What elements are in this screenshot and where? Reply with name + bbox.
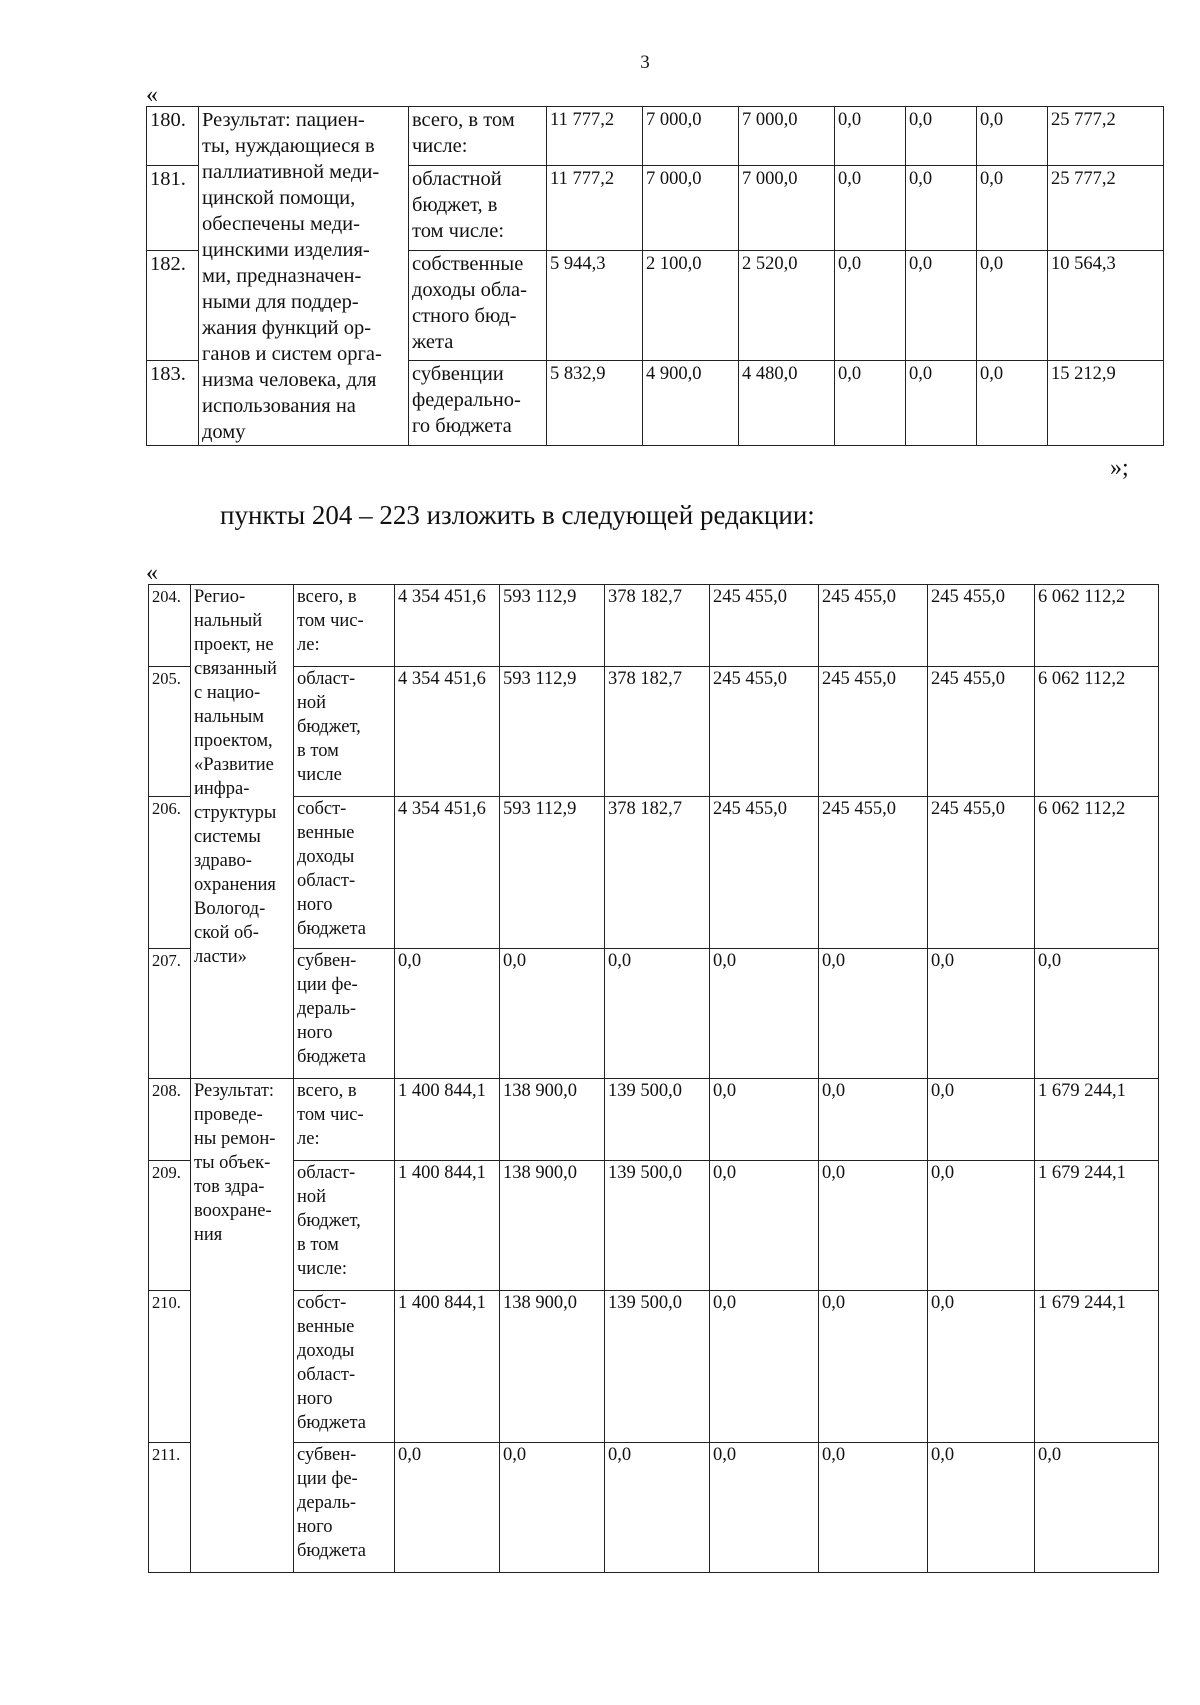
row-number: 183. [147, 361, 199, 446]
year-value: 378 182,7 [605, 667, 710, 797]
year-value: 245 455,0 [819, 667, 928, 797]
year-value: 0,0 [819, 1079, 928, 1161]
year-value: 245 455,0 [819, 585, 928, 667]
year-value: 0,0 [928, 1291, 1035, 1443]
closing-quote: »; [1110, 455, 1129, 481]
table-row [147, 107, 1164, 166]
funding-source: субвенции федерально- го бюджета [409, 361, 547, 446]
funding-source: областной бюджет, в том числе: [409, 166, 547, 250]
result-description: Результат: пациен- ты, нуждающиеся в паллиативной меди- цинской помощи, обеспечены меди- цинскими изделия- ми, предназначен- ными для поддер- жания функций ор- ганов и систем орга- низма человека, для использования на дому [199, 107, 409, 446]
year-value: 0,0 [710, 1079, 819, 1161]
year-value: 0,0 [710, 949, 819, 1079]
result-description: Результат: проведе- ны ремон- ты объек- тов здра- воохране- ния [191, 1079, 294, 1573]
row-number: 181. [147, 166, 199, 250]
total-value: 1 679 244,1 [1035, 1291, 1159, 1443]
year-value: 1 400 844,1 [395, 1161, 500, 1291]
year-value: 0,0 [977, 107, 1048, 166]
section-heading: пункты 204 – 223 изложить в следующей редакции: [220, 500, 815, 530]
total-value: 1 679 244,1 [1035, 1079, 1159, 1161]
year-value: 0,0 [605, 949, 710, 1079]
funding-source: всего, в том чис- ле: [294, 585, 395, 667]
table-row [149, 585, 1159, 667]
year-value: 0,0 [977, 361, 1048, 446]
table-row [149, 667, 1159, 797]
year-value: 138 900,0 [500, 1161, 605, 1291]
funding-source: всего, в том числе: [409, 107, 547, 166]
row-number: 207. [149, 949, 191, 1079]
year-value: 0,0 [500, 949, 605, 1079]
table-row [149, 797, 1159, 949]
year-value: 0,0 [928, 1161, 1035, 1291]
year-value: 0,0 [710, 1443, 819, 1573]
total-value: 0,0 [1035, 1443, 1159, 1573]
year-value: 0,0 [835, 361, 906, 446]
funding-source: област- ной бюджет, в том числе: [294, 1161, 395, 1291]
total-value: 6 062 112,2 [1035, 797, 1159, 949]
year-value: 0,0 [906, 107, 977, 166]
year-value: 4 354 451,6 [395, 797, 500, 949]
year-value: 0,0 [500, 1443, 605, 1573]
row-number: 182. [147, 250, 199, 361]
year-value: 245 455,0 [710, 797, 819, 949]
row-number: 205. [149, 667, 191, 797]
funding-source: собст- венные доходы област- ного бюджета [294, 1291, 395, 1443]
funding-source: субвен- ции фе- дераль- ного бюджета [294, 1443, 395, 1573]
year-value: 593 112,9 [500, 667, 605, 797]
total-value: 6 062 112,2 [1035, 585, 1159, 667]
project-description: Регио- нальный проект, не связанный с нацио- нальным проектом, «Развитие инфра- структуры системы здраво- охранения Вологод- ской об- ласти» [191, 585, 294, 1079]
year-value: 2 520,0 [739, 250, 835, 361]
year-value: 0,0 [710, 1161, 819, 1291]
funding-source: собственные доходы обла- стного бюд- жета [409, 250, 547, 361]
funding-source: област- ной бюджет, в том числе [294, 667, 395, 797]
year-value: 0,0 [977, 250, 1048, 361]
year-value: 245 455,0 [928, 585, 1035, 667]
year-value: 593 112,9 [500, 585, 605, 667]
budget-table-results-palliative [146, 106, 1164, 446]
page-number: 3 [640, 52, 650, 73]
year-value: 0,0 [605, 1443, 710, 1573]
year-value: 0,0 [819, 1291, 928, 1443]
year-value: 0,0 [835, 166, 906, 250]
year-value: 245 455,0 [710, 585, 819, 667]
year-value: 4 354 451,6 [395, 667, 500, 797]
year-value: 0,0 [835, 250, 906, 361]
year-value: 4 354 451,6 [395, 585, 500, 667]
year-value: 378 182,7 [605, 585, 710, 667]
year-value: 378 182,7 [605, 797, 710, 949]
opening-quote-top: « [146, 82, 158, 108]
funding-source: собст- венные доходы област- ного бюджета [294, 797, 395, 949]
year-value: 7 000,0 [739, 107, 835, 166]
year-value: 139 500,0 [605, 1291, 710, 1443]
year-value: 0,0 [819, 949, 928, 1079]
year-value: 0,0 [928, 949, 1035, 1079]
year-value: 245 455,0 [928, 797, 1035, 949]
year-value: 593 112,9 [500, 797, 605, 949]
year-value: 4 900,0 [643, 361, 739, 446]
year-value: 0,0 [710, 1291, 819, 1443]
total-value: 15 212,9 [1048, 361, 1164, 446]
year-value: 0,0 [819, 1443, 928, 1573]
year-value: 138 900,0 [500, 1079, 605, 1161]
row-number: 211. [149, 1443, 191, 1573]
year-value: 2 100,0 [643, 250, 739, 361]
year-value: 7 000,0 [643, 107, 739, 166]
year-value: 0,0 [928, 1079, 1035, 1161]
year-value: 4 480,0 [739, 361, 835, 446]
total-value: 0,0 [1035, 949, 1159, 1079]
year-value: 245 455,0 [928, 667, 1035, 797]
opening-quote-bottom: « [146, 560, 158, 586]
year-value: 1 400 844,1 [395, 1079, 500, 1161]
funding-source: субвен- ции фе- дераль- ного бюджета [294, 949, 395, 1079]
total-value: 6 062 112,2 [1035, 667, 1159, 797]
year-value: 0,0 [835, 107, 906, 166]
year-value: 0,0 [906, 250, 977, 361]
year-value: 11 777,2 [547, 166, 643, 250]
table-row [149, 1443, 1159, 1573]
total-value: 25 777,2 [1048, 107, 1164, 166]
year-value: 0,0 [395, 949, 500, 1079]
year-value: 0,0 [819, 1161, 928, 1291]
year-value: 0,0 [906, 166, 977, 250]
year-value: 139 500,0 [605, 1079, 710, 1161]
table-row [149, 1291, 1159, 1443]
funding-source: всего, в том чис- ле: [294, 1079, 395, 1161]
row-number: 208. [149, 1079, 191, 1161]
year-value: 5 944,3 [547, 250, 643, 361]
row-number: 206. [149, 797, 191, 949]
table-row [149, 949, 1159, 1079]
year-value: 7 000,0 [739, 166, 835, 250]
total-value: 1 679 244,1 [1035, 1161, 1159, 1291]
year-value: 245 455,0 [819, 797, 928, 949]
year-value: 0,0 [977, 166, 1048, 250]
year-value: 0,0 [928, 1443, 1035, 1573]
year-value: 139 500,0 [605, 1161, 710, 1291]
row-number: 209. [149, 1161, 191, 1291]
row-number: 204. [149, 585, 191, 667]
year-value: 5 832,9 [547, 361, 643, 446]
row-number: 180. [147, 107, 199, 166]
year-value: 0,0 [906, 361, 977, 446]
year-value: 0,0 [395, 1443, 500, 1573]
year-value: 1 400 844,1 [395, 1291, 500, 1443]
year-value: 11 777,2 [547, 107, 643, 166]
budget-table-regional-project [148, 584, 1159, 1573]
row-number: 210. [149, 1291, 191, 1443]
year-value: 138 900,0 [500, 1291, 605, 1443]
total-value: 10 564,3 [1048, 250, 1164, 361]
table-row [149, 1161, 1159, 1291]
table-row [149, 1079, 1159, 1161]
total-value: 25 777,2 [1048, 166, 1164, 250]
year-value: 245 455,0 [710, 667, 819, 797]
year-value: 7 000,0 [643, 166, 739, 250]
